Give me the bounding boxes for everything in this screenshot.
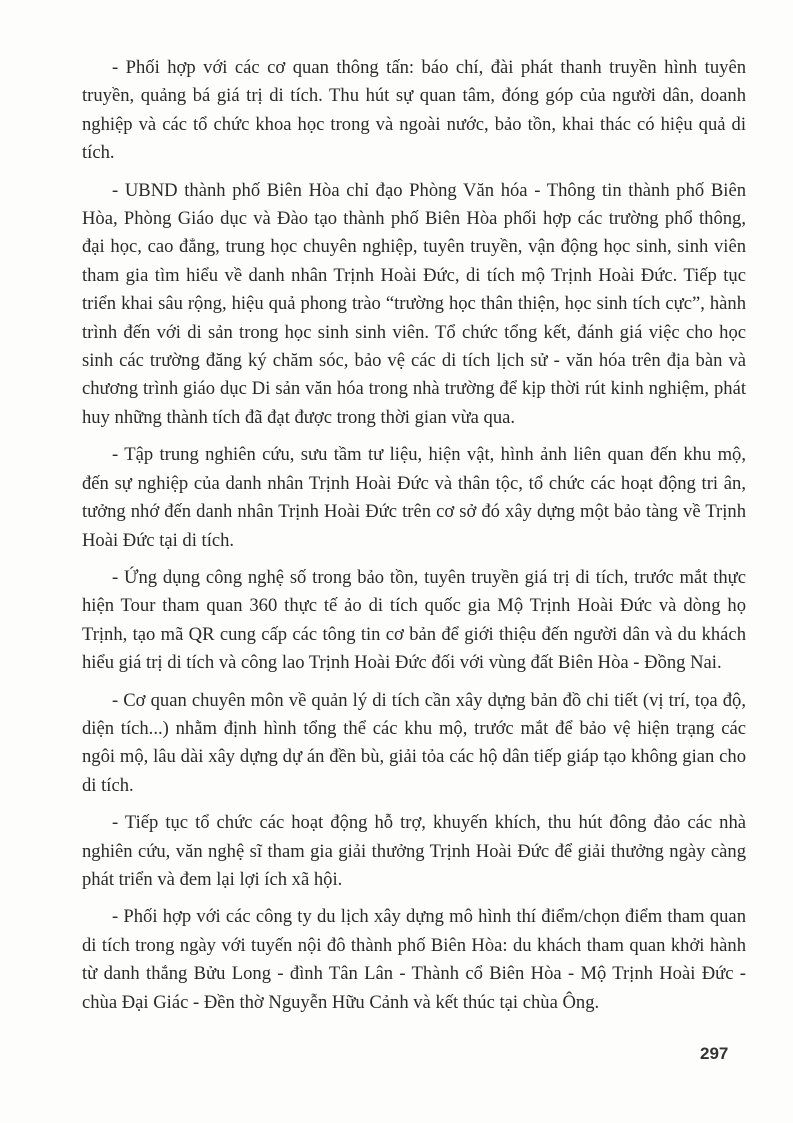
paragraph-1: - Phối hợp với các cơ quan thông tấn: báo chí, đài phát thanh truyền hình tuyên truyền, quảng bá giá trị di tích. Thu hút sự quan tâm, đóng góp của người dân, doanh nghiệp và các tổ chức khoa học trong và ngoài nước, bảo tồn, khai thác có hiệu quả di tích.: [82, 57, 746, 164]
paragraph-2: - UBND thành phố Biên Hòa chỉ đạo Phòng Văn hóa - Thông tin thành phố Biên Hòa, Phòng Giáo dục và Đào tạo thành phố Biên Hòa phối hợp các trường phổ thông, đại học, cao đẳng, trung học chuyên nghiệp, tuyên truyền, vận động học sinh, sinh viên tham gia tìm hiểu về danh nhân Trịnh Hoài Đức, di tích mộ Trịnh Hoài Đức. Tiếp tục triển khai sâu rộng, hiệu quả phong trào “trường học thân thiện, học sinh tích cực”, hành trình đến với di sản trong học sinh sinh viên. Tổ chức tổng kết, đánh giá việc cho học sinh các trường đăng ký chăm sóc, bảo vệ các di tích lịch sử - văn hóa trên địa bàn và chương trình giáo dục Di sản văn hóa trong nhà trường để kịp thời rút kinh nghiệm, phát huy những thành tích đã đạt được trong thời gian vừa qua.: [82, 179, 746, 428]
body-text: [82, 54, 746, 1026]
paragraph-3: - Tập trung nghiên cứu, sưu tầm tư liệu, hiện vật, hình ảnh liên quan đến khu mộ, đến sự nghiệp của danh nhân Trịnh Hoài Đức và thân tộc, tổ chức các hoạt động tri ân, tưởng nhớ đến danh nhân Trịnh Hoài Đức trên cơ sở đó xây dựng một bảo tàng về Trịnh Hoài Đức tại di tích.: [82, 444, 746, 551]
paragraph-7: - Phối hợp với các công ty du lịch xây dựng mô hình thí điểm/chọn điểm tham quan di tích trong ngày với tuyến nội đô thành phố Biên Hòa: du khách tham quan khởi hành từ danh thắng Bửu Long - đình Tân Lân - Thành cổ Biên Hòa - Mộ Trịnh Hoài Đức - chùa Đại Giác - Đền thờ Nguyễn Hữu Cảnh và kết thúc tại chùa Ông.: [82, 906, 746, 1013]
paragraph-4: - Ứng dụng công nghệ số trong bảo tồn, tuyên truyền giá trị di tích, trước mắt thực hiện Tour tham quan 360 thực tế ảo di tích quốc gia Mộ Trịnh Hoài Đức và dòng họ Trịnh, tạo mã QR cung cấp các tông tin cơ bản để giới thiệu đến người dân và du khách hiểu giá trị di tích và công lao Trịnh Hoài Đức đối với vùng đất Biên Hòa - Đồng Nai.: [82, 566, 746, 674]
paragraph-5: - Cơ quan chuyên môn về quản lý di tích cần xây dựng bản đồ chi tiết (vị trí, tọa độ, diện tích...) nhằm định hình tổng thể các khu mộ, trước mắt để bảo vệ hiện trạng các ngôi mộ, lâu dài xây dựng dự án đền bù, giải tỏa các hộ dân tiếp giáp tạo không gian cho di tích.: [82, 689, 746, 796]
page-number: 297: [700, 1044, 729, 1063]
paragraph-6: - Tiếp tục tổ chức các hoạt động hỗ trợ, khuyến khích, thu hút đông đảo các nhà nghiên cứu, văn nghệ sĩ tham gia giải thưởng Trịnh Hoài Đức để giải thưởng ngày càng phát triển và đem lại lợi ích xã hội.: [82, 812, 746, 890]
